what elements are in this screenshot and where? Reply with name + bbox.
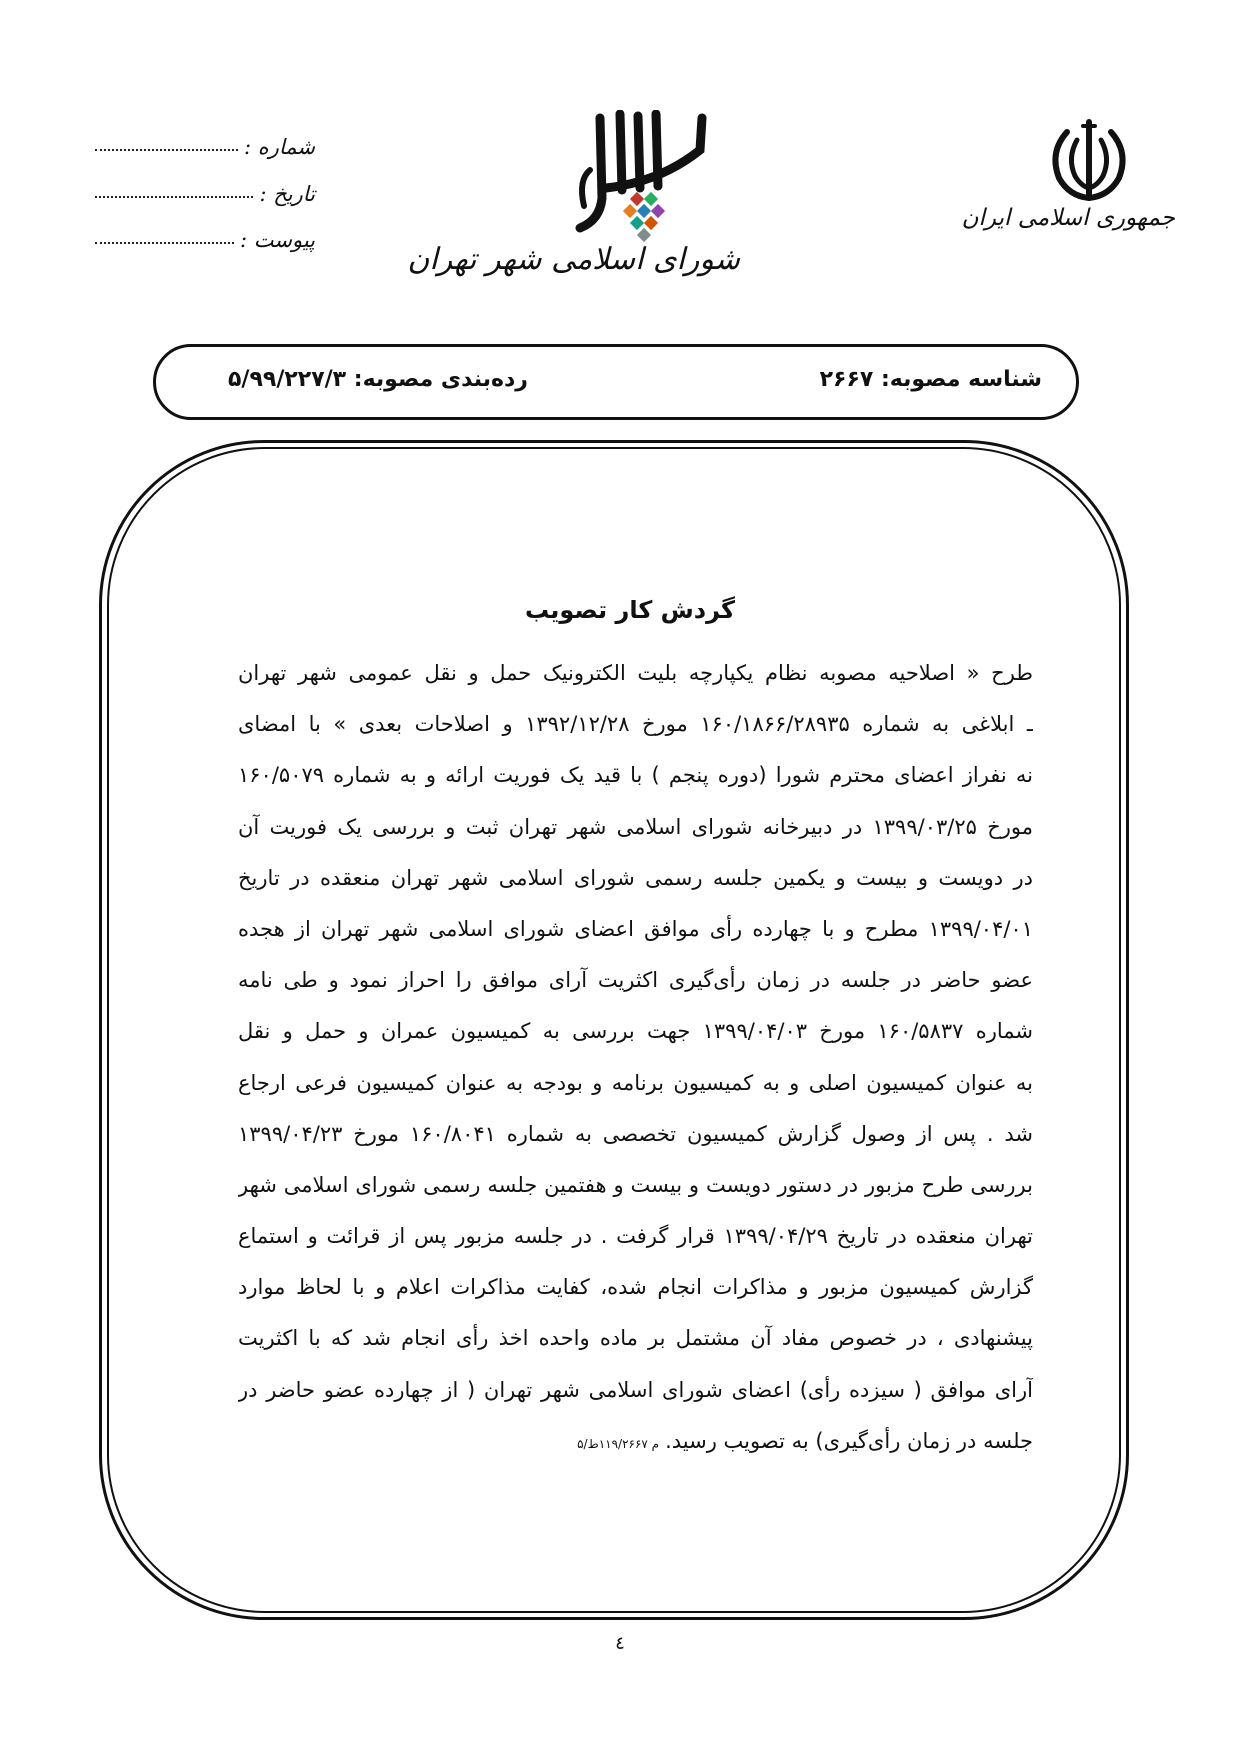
date-label: تاریخ :	[259, 182, 315, 206]
document-title: گردش کار تصویب	[525, 596, 735, 624]
attachment-field	[95, 218, 315, 252]
tehran-council-logo-icon	[570, 110, 730, 250]
body-line: شماره ۱۶۰/۵۸۳۷ مورخ ۱۳۹۹/۰۴/۰۳ جهت بررسی به کمیسیون عمران و حمل و نقل	[238, 1019, 1033, 1044]
body-line: عضو حاضر در جلسه در زمان رأی‌گیری اکثریت آرای موافق را احراز نمود و طی نامه	[238, 968, 1033, 993]
body-line: پیشنهادی ، در خصوص مفاد آن مشتمل بر ماده واحده اخذ رأی انجام شد که با اکثریت	[238, 1326, 1033, 1351]
body-line: گزارش کمیسیون مزبور و مذاکرات انجام شده، کفایت مذاکرات اعلام و با لحاظ موارد	[238, 1275, 1033, 1300]
body-line: نه نفراز اعضای محترم شورا (دوره پنجم ) با قید یک فوریت ارائه و به شماره ۱۶۰/۵۰۷۹	[238, 763, 1033, 788]
approval-id-box	[153, 344, 1079, 420]
body-line: در دویست و بیست و یکمین جلسه رسمی شورای اسلامی شهر تهران منعقده در تاریخ	[238, 865, 1033, 890]
number-dotted-line	[95, 148, 238, 151]
document-body	[238, 648, 1033, 1467]
body-line: شد . پس از وصول گزارش کمیسیون تخصصی به شماره ۱۶۰/۸۰۴۱ مورخ ۱۳۹۹/۰۴/۲۳	[238, 1121, 1033, 1146]
reference-code: م ۱۱۹/۲۶۶۷ط/۵	[577, 1436, 660, 1451]
body-line-last	[238, 1416, 1033, 1467]
approval-id: شناسه مصوبه: ۲۶۶۷	[819, 367, 1042, 392]
number-label: شماره :	[243, 135, 315, 159]
body-line: آرای موافق ( سیزده رأی) اعضای شورای اسلامی شهر تهران ( از چهارده عضو حاضر در	[238, 1377, 1033, 1402]
date-dotted-line	[95, 195, 253, 198]
number-field	[95, 125, 315, 159]
date-field	[95, 172, 315, 206]
council-logo-text: شورای اسلامی شهر تهران	[407, 242, 740, 277]
body-line: طرح « اصلاحیه مصوبه نظام یکپارچه بلیت الکترونیک حمل و نقل عمومی شهر تهران	[238, 661, 1033, 685]
attachment-label: پیوست :	[240, 228, 315, 252]
attachment-dotted-line	[95, 241, 234, 244]
approval-classification: رده‌بندی مصوبه: ۵/۹۹/۲۲۷/۳	[228, 367, 528, 392]
body-line: مورخ ۱۳۹۹/۰۳/۲۵ در دبیرخانه شورای اسلامی شهر تهران ثبت و بررسی یک فوریت آن	[238, 814, 1033, 839]
iran-emblem-icon	[1045, 118, 1133, 202]
body-line: ۱۳۹۹/۰۴/۰۱ مطرح و با چهارده رأی موافق اعضای شورای اسلامی شهر تهران از هجده	[238, 916, 1033, 941]
body-line: به عنوان کمیسیون اصلی و به کمیسیون برنامه و بودجه به عنوان کمیسیون فرعی ارجاع	[238, 1070, 1033, 1095]
page-number: ٤	[615, 1633, 625, 1654]
emblem-text: جمهوری اسلامی ایران	[961, 205, 1175, 231]
body-line-final-text: جلسه در زمان رأی‌گیری) به تصویب رسید.	[665, 1428, 1033, 1453]
body-line: ـ ابلاغی به شماره ۱۶۰/۱۸۶۶/۲۸۹۳۵ مورخ ۱۳۹۲/۱۲/۲۸ و اصلاحات بعدی » با امضای	[238, 712, 1033, 737]
body-line: بررسی طرح مزبور در دستور دویست و بیست و هفتمین جلسه رسمی شورای اسلامی شهر	[238, 1172, 1033, 1197]
body-line: تهران منعقده در تاریخ ۱۳۹۹/۰۴/۲۹ قرار گرفت . در جلسه مزبور پس از قرائت و استماع	[238, 1224, 1033, 1249]
